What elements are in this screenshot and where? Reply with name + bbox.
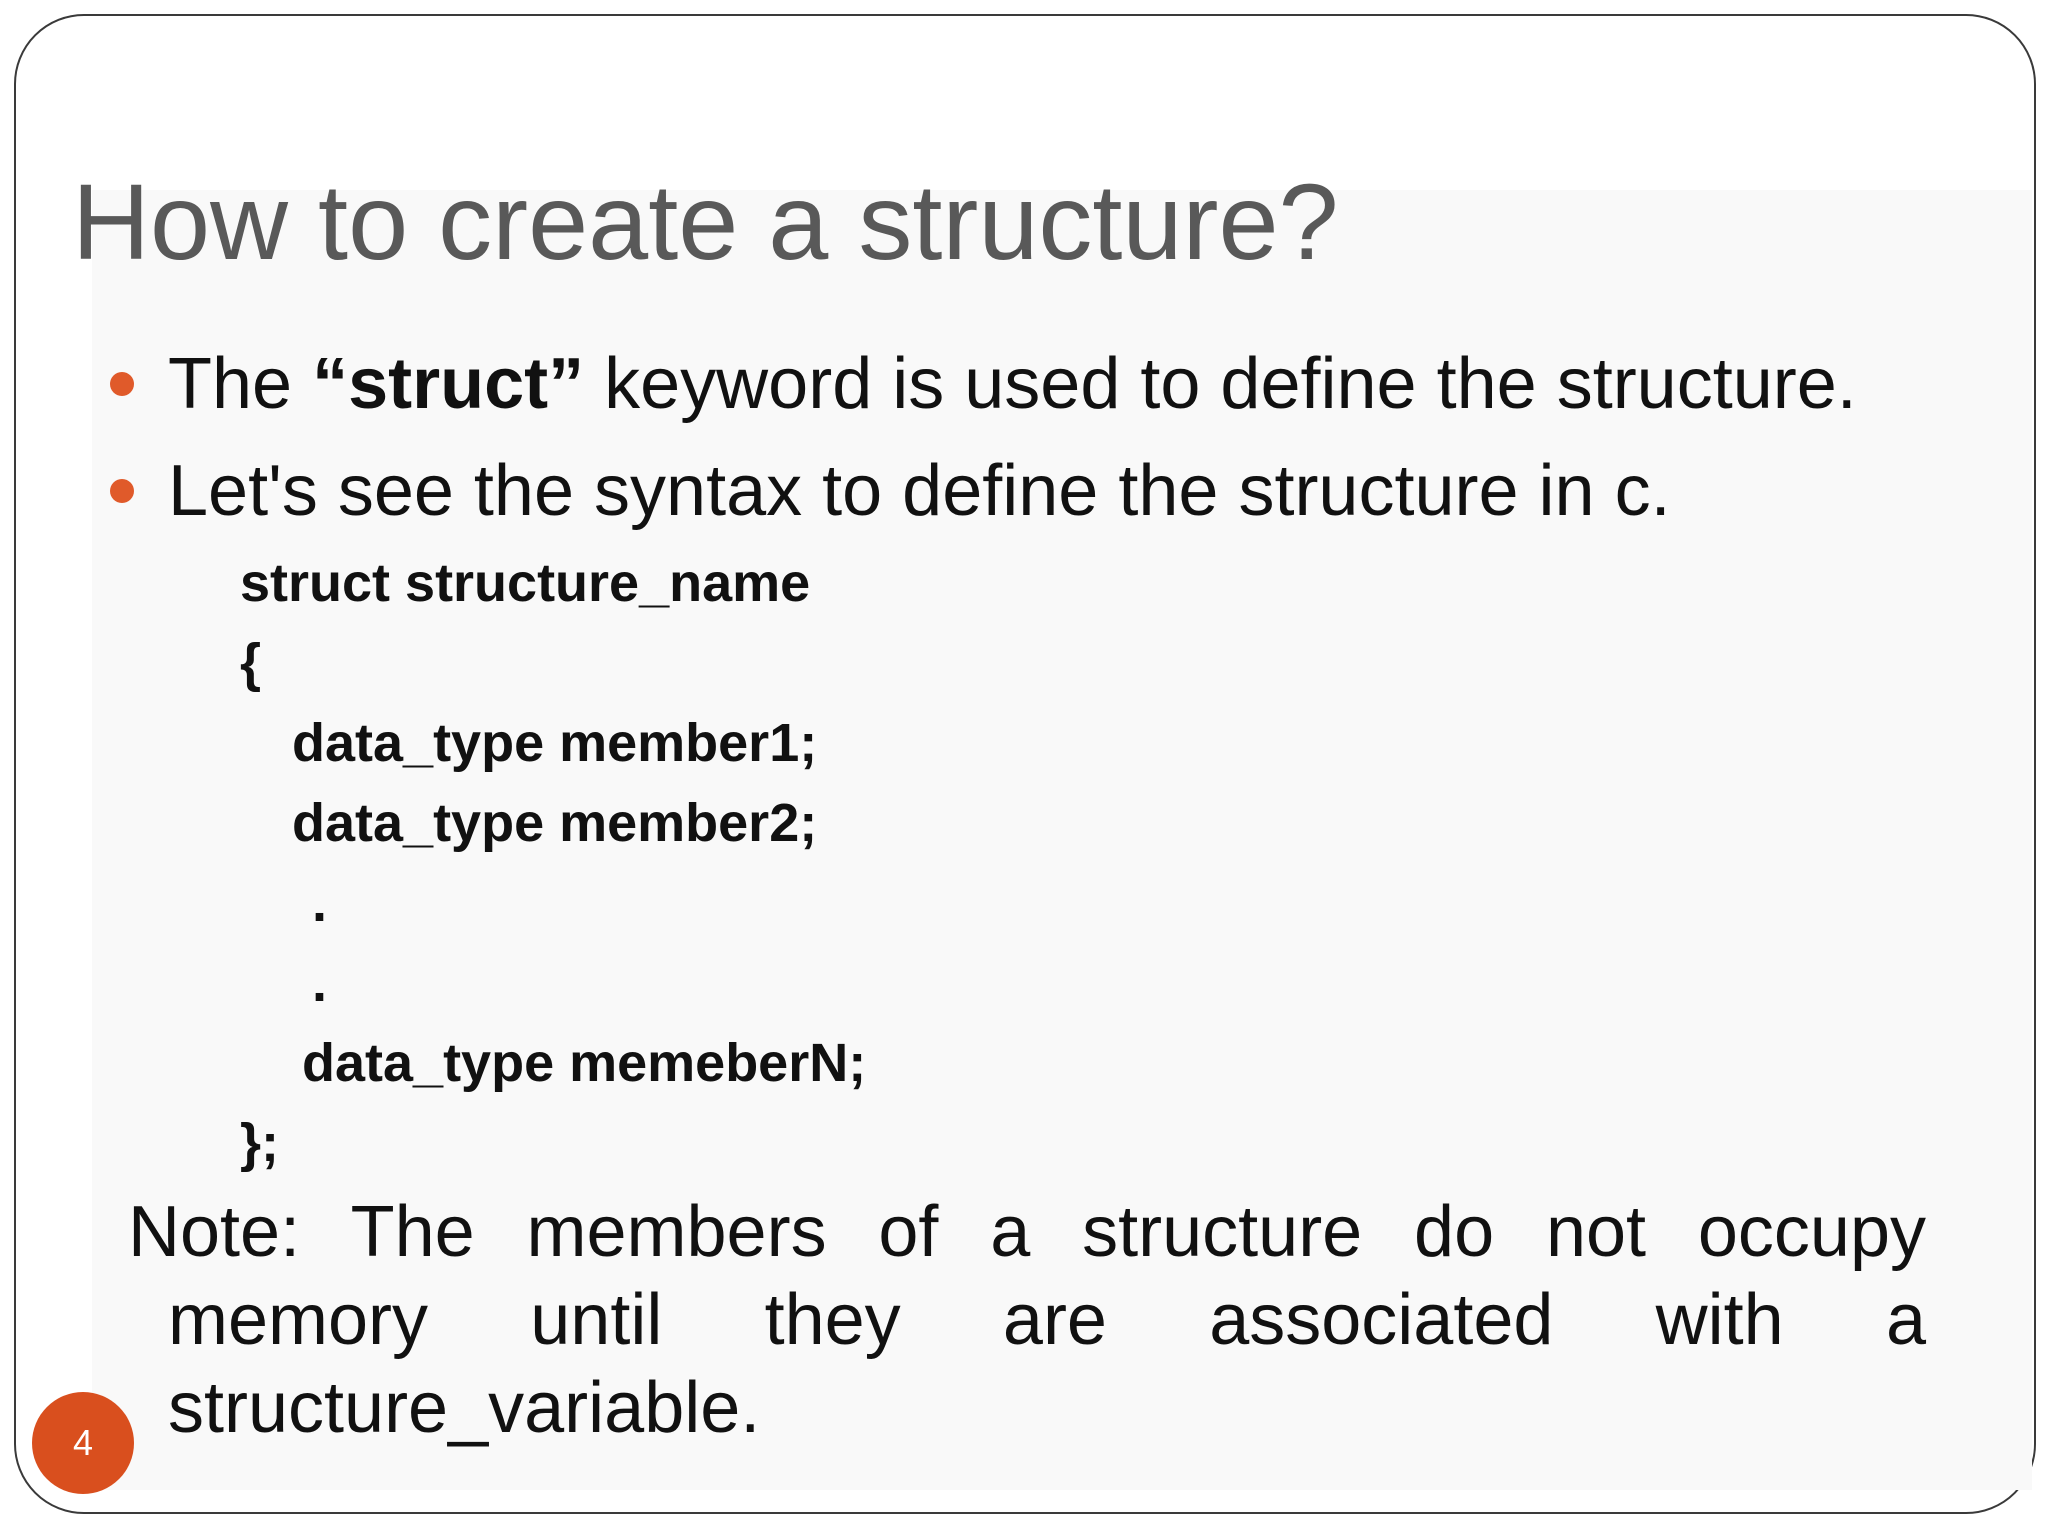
note-line-1: Note: The members of a structure do not occupy xyxy=(128,1192,1926,1272)
note-line-3: structure_variable. xyxy=(168,1368,761,1448)
bullet-text xyxy=(168,344,1857,424)
page-number-badge: 4 xyxy=(32,1392,134,1494)
code-line-close-brace: }; xyxy=(240,1113,279,1173)
code-line-ellipsis-1: . xyxy=(312,873,328,933)
bullet-text: Let's see the syntax to define the structure in c. xyxy=(168,451,1671,531)
bullet-suffix: keyword is used to define the structure. xyxy=(584,344,1857,424)
code-line-member2: data_type member2; xyxy=(292,793,818,853)
bullet-dot-icon xyxy=(110,479,134,503)
code-line-member1: data_type member1; xyxy=(292,713,818,773)
code-line-struct-declaration: struct structure_name xyxy=(240,553,811,613)
bullet-bold-keyword: “struct” xyxy=(312,344,585,424)
bullet-prefix: The xyxy=(168,344,313,424)
code-line-open-brace: { xyxy=(240,633,262,693)
code-line-memberN: data_type memeberN; xyxy=(302,1033,867,1093)
bullet-dot-icon xyxy=(110,372,134,396)
slide-title: How to create a structure? xyxy=(72,161,1339,282)
code-line-ellipsis-2: . xyxy=(312,953,328,1013)
note-line-2: memory until they are associated with a xyxy=(168,1280,1926,1360)
